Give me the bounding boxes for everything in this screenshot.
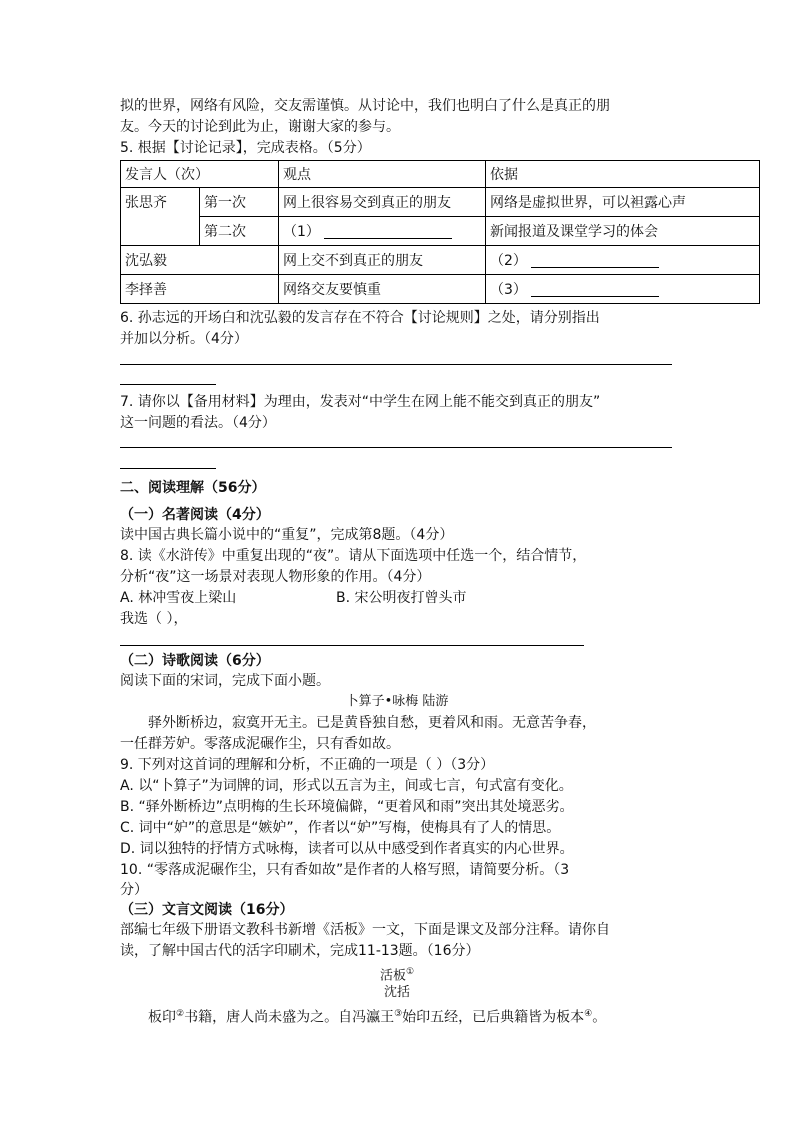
question-5: 5. 根据【讨论记录】，完成表格。（5分）	[120, 140, 371, 156]
passage-line: 拟的世界，网络有风险，交友需谨慎。从讨论中，我们也明白了什么是真正的朋	[120, 98, 610, 114]
part-heading: （三）文言文阅读（16分）	[120, 902, 294, 918]
question-10-cont: 分）	[120, 882, 148, 898]
answer-blank[interactable]	[324, 224, 452, 239]
question-10: 10. “零落成泥碾作尘，只有香如故”是作者的人格写照，请简要分析。（3	[120, 862, 570, 878]
blank-label: （2）	[490, 253, 527, 269]
question-6: 6. 孙志远的开场白和沈弘毅的发言存在不符合【讨论规则】之处，请分别指出	[120, 310, 600, 326]
option-a: A. 以“卜算子”为词牌的词，形式以五言为主，间或七言，句式富有变化。	[120, 778, 573, 794]
poem-line: 一任群芳妒。零落成泥碾作尘，只有香如故。	[120, 736, 400, 752]
view-cell: 网上很容易交到真正的朋友	[279, 188, 486, 217]
answer-line[interactable]	[120, 468, 216, 469]
part-intro: 部编七年级下册语文教科书新增《活板》一文，下面是课文及部分注释。请你自	[120, 922, 610, 938]
answer-blank-cell[interactable]	[279, 217, 486, 246]
turn-cell: 第一次	[200, 188, 279, 217]
speaker-cell: 张思齐	[121, 188, 200, 246]
option-c: C. 词中“妒”的意思是“嫉妒”，作者以“妒”写梅，使梅具有了人的情思。	[120, 820, 561, 836]
choice-blank[interactable]: 我选（ ），	[120, 611, 188, 627]
option-a: A. 林冲雪夜上梁山	[120, 590, 237, 606]
part-heading: （二）诗歌阅读（6分）	[120, 653, 270, 669]
speaker-cell: 沈弘毅	[121, 246, 279, 275]
answer-blank[interactable]	[531, 253, 659, 268]
part-intro-cont: 读，了解中国古代的活字印刷术，完成11-13题。（16分）	[120, 943, 480, 959]
text-title: 活板①	[379, 967, 415, 984]
passage-line: 友。今天的讨论到此为止，谢谢大家的参与。	[120, 119, 400, 135]
answer-blank[interactable]	[531, 282, 659, 297]
poem-line: 驿外断桥边，寂寞开无主。已是黄昏独自愁，更着风和雨。无意苦争春，	[148, 715, 596, 731]
blank-label: （1）	[283, 224, 320, 240]
part-intro: 阅读下面的宋词，完成下面小题。	[120, 673, 330, 689]
part-heading: （一）名著阅读（4分）	[120, 507, 270, 523]
table-header: 发言人（次）	[121, 161, 279, 188]
turn-cell: 第二次	[200, 217, 279, 246]
question-8: 8. 读《水浒传》中重复出现的“夜”。请从下面选项中任选一个，结合情节，	[120, 548, 587, 564]
discussion-table	[120, 160, 760, 304]
option-d: D. 词以独特的抒情方式咏梅，读者可以从中感受到作者真实的内心世界。	[120, 841, 574, 857]
question-6-cont: 并加以分析。（4分）	[120, 331, 248, 347]
table-header: 观点	[279, 161, 486, 188]
answer-line[interactable]	[120, 384, 216, 385]
basis-cell: 新闻报道及课堂学习的体会	[486, 217, 760, 246]
view-cell: 网上交不到真正的朋友	[279, 246, 486, 275]
basis-cell: 网络是虚拟世界，可以袒露心声	[486, 188, 760, 217]
option-b: B. “驿外断桥边”点明梅的生长环境偏僻，“更着风和雨”突出其处境恶劣。	[120, 799, 574, 815]
question-8-cont: 分析“夜”这一场景对表现人物形象的作用。（4分）	[120, 569, 431, 585]
question-9: 9. 下列对这首词的理解和分析，不正确的一项是（ ）（3分）	[120, 757, 495, 773]
poem-title: 卜算子•咏梅 陆游	[345, 694, 449, 709]
question-7-cont: 这一问题的看法。（4分）	[120, 415, 276, 431]
answer-line[interactable]	[120, 364, 672, 365]
speaker-cell: 李择善	[121, 275, 279, 304]
answer-blank-cell[interactable]	[486, 275, 760, 304]
part-intro: 读中国古典长篇小说中的“重复”，完成第8题。（4分）	[120, 527, 454, 543]
question-7: 7. 请你以【备用材料】为理由，发表对“中学生在网上能不能交到真正的朋友”	[120, 394, 601, 410]
blank-label: （3）	[490, 282, 527, 298]
answer-blank-cell[interactable]	[486, 246, 760, 275]
table-header: 依据	[486, 161, 760, 188]
text-author: 沈括	[383, 985, 410, 1000]
view-cell: 网络交友要慎重	[279, 275, 486, 304]
classical-text-line: 板印②书籍，唐人尚未盛为之。自冯瀛王③始印五经，已后典籍皆为板本④。	[148, 1009, 607, 1026]
section-heading: 二、阅读理解（56分）	[120, 480, 266, 496]
answer-line[interactable]	[120, 645, 584, 646]
answer-line[interactable]	[120, 447, 672, 448]
option-b: B. 宋公明夜打曾头市	[336, 590, 467, 606]
